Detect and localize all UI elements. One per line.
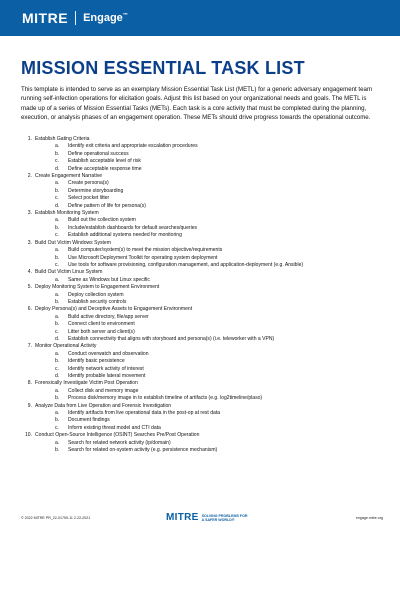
subtask-label: Litter both server and client(s) — [68, 328, 135, 335]
subtask-label: Establish acceptable level of risk — [68, 158, 141, 165]
task-label: Create Engagement Narrative — [35, 173, 103, 180]
subtask-letter: c. — [55, 365, 59, 372]
footer-registered-mark: ® — [231, 517, 235, 522]
subtask-letter: a. — [55, 217, 60, 224]
subtask-label: Include/establish dashboards for default searches/queries — [68, 224, 198, 231]
subtask-letter: a. — [55, 247, 60, 254]
subtask-label: Establish security controls — [68, 298, 127, 305]
subtask-item — [35, 417, 383, 424]
subtask-item — [35, 195, 383, 202]
task-label: Forensically Investigate Victim Post Operation — [35, 380, 138, 387]
subtask-item — [35, 388, 383, 395]
subtask-letter: a. — [55, 350, 60, 357]
subtask-letter: b. — [55, 224, 60, 231]
subtask-letter: a. — [55, 291, 60, 298]
task-number: 7. — [27, 343, 32, 350]
task-label: Conduct Open-Source Intelligence (OSINT) Searches Pre/Post Operation — [35, 432, 200, 439]
subtask-letter: d. — [55, 373, 60, 379]
subtask-label: Identify probable lateral movement — [68, 373, 146, 379]
subtask-item — [35, 180, 383, 187]
task-number: 5. — [27, 284, 32, 291]
subtask-letter: b. — [55, 187, 60, 194]
task-item — [21, 432, 383, 454]
task-item — [21, 240, 383, 270]
task-number: 4. — [27, 269, 32, 276]
subtask-letter: c. — [55, 158, 59, 165]
subtask-item — [35, 447, 383, 454]
subtask-label: Define operational success — [68, 150, 129, 157]
subtask-item — [35, 143, 383, 150]
subtask-letter: c. — [55, 261, 59, 268]
subtask-item — [35, 203, 383, 210]
subtask-item — [35, 292, 383, 299]
subtask-letter: c. — [55, 232, 59, 239]
header-banner — [0, 0, 400, 36]
subtask-label: Determine storyboarding — [68, 187, 124, 194]
subtask-item — [35, 358, 383, 365]
footer-tagline — [202, 514, 250, 522]
subtask-letter: a. — [55, 180, 60, 187]
task-label: Deploy Persona(s) and Deceptive Assets to Engagement Environment — [35, 306, 193, 313]
subtask-item — [35, 166, 383, 173]
subtask-letter: d. — [55, 165, 60, 172]
subtask-item — [35, 336, 383, 343]
task-item — [21, 173, 383, 210]
subtask-label: Define pattern of life for persona(s) — [68, 202, 146, 209]
subtask-item — [35, 188, 383, 195]
task-number: 9. — [27, 402, 32, 409]
task-number: 8. — [27, 380, 32, 387]
task-item — [21, 380, 383, 402]
task-number: 3. — [27, 239, 32, 246]
subtask-letter: c. — [55, 195, 59, 202]
task-number: 3. — [27, 210, 32, 217]
footer-copyright: © 2022 MITRE PR_22-01759-11 2-22-2021 — [21, 516, 91, 520]
subtask-list — [35, 410, 383, 432]
subtask-list — [35, 440, 383, 455]
task-item — [21, 210, 383, 240]
task-item — [21, 343, 383, 380]
subtask-letter: a. — [55, 387, 60, 394]
task-label: Deploy Monitoring System to Engagement Environment — [35, 284, 160, 291]
subtask-list — [35, 143, 383, 173]
subtask-item — [35, 299, 383, 306]
subtask-item — [35, 158, 383, 165]
subtask-label: Connect client to environment — [68, 321, 135, 328]
engage-trademark: ™ — [122, 12, 128, 19]
task-label: Build Out Victim Windows System — [35, 239, 111, 246]
subtask-item — [35, 262, 383, 269]
subtask-item — [35, 366, 383, 373]
subtask-item — [35, 277, 383, 284]
subtask-item — [35, 329, 383, 336]
subtask-label: Use tools for software provisioning, configuration management, and application-deployment (e.g. Ansible) — [68, 261, 304, 268]
task-label: Monitor Operational Activity — [35, 343, 97, 350]
subtask-item — [35, 232, 383, 239]
subtask-letter: c. — [55, 424, 59, 431]
footer-url: engage.mitre.org — [355, 516, 383, 520]
subtask-letter: a. — [55, 143, 60, 150]
subtask-label: Document findings — [68, 417, 110, 424]
subtask-item — [35, 440, 383, 447]
subtask-list — [35, 180, 383, 210]
subtask-letter: b. — [55, 395, 60, 402]
task-number: 6. — [27, 306, 32, 313]
task-item — [21, 284, 383, 306]
subtask-label: Search for related on-system activity (e.g. persistence mechanism) — [68, 447, 218, 454]
task-item — [21, 403, 383, 433]
subtask-item — [35, 255, 383, 262]
task-item — [21, 136, 383, 173]
subtask-item — [35, 225, 383, 232]
task-label: Analyze Data from Live Operation and Forensic Investigation — [35, 402, 172, 409]
subtask-item — [35, 425, 383, 432]
subtask-item — [35, 151, 383, 158]
subtask-label: Identify basic persistence — [68, 358, 125, 365]
subtask-letter: c. — [55, 328, 59, 335]
subtask-label: Select pocket litter — [68, 195, 110, 202]
subtask-label: Identify network activity of interest — [68, 365, 144, 372]
subtask-label: Build computer/system(s) to meet the mission objective/requirements — [68, 247, 223, 254]
subtask-label: Identify artifacts from live operational data in the post-op at rest data — [68, 410, 221, 417]
footer-logo-text: MITRE — [166, 512, 199, 523]
subtask-label: Establish connectivity that aligns with storyboard and persona(s) (i.e. teleworker with a VPN) — [68, 335, 275, 342]
subtask-list — [35, 292, 383, 307]
subtask-item — [35, 321, 383, 328]
subtask-label: Establish additional systems needed for monitoring — [68, 232, 182, 239]
task-number: 1. — [27, 136, 32, 142]
subtask-item — [35, 410, 383, 417]
subtask-list — [35, 314, 383, 344]
subtask-label: Build active directory, file/app server — [68, 313, 149, 320]
subtask-label: Deploy collection system — [68, 291, 124, 298]
page-footer — [21, 511, 383, 525]
subtask-letter: d. — [55, 335, 60, 342]
task-label: Build Out Victim Linux System — [35, 269, 103, 276]
task-list — [21, 136, 383, 454]
subtask-label: Process disk/memory image in to establish timeline of artifacts (e.g. log2timeline/plaso) — [68, 395, 263, 402]
subtask-letter: b. — [55, 417, 60, 424]
subtask-label: Same as Windows but Linux specific — [68, 276, 150, 283]
subtask-label: Conduct overwatch and observation — [68, 350, 149, 357]
subtask-item — [35, 395, 383, 402]
subtask-item — [35, 247, 383, 254]
task-item — [21, 306, 383, 343]
task-label: Establish Gating Criteria — [35, 136, 90, 142]
intro-paragraph: This template is intended to serve as an exemplary Mission Essential Task List (METL) for a generic adversary engagement team running self-infection operations for elicitation goals. Adjust this list based on your organizational needs and goals. The METL is made up of a series of Mission Essential Tasks (METs). Each task is a core activity that must be completed during the planning, execution, or analysis phases of an engagement operation. These METs should drive progress towards the operational outcome. — [21, 86, 373, 121]
task-item — [21, 269, 383, 284]
subtask-letter: d. — [55, 202, 60, 209]
subtask-letter: a. — [55, 276, 60, 283]
subtask-list — [35, 388, 383, 403]
subtask-label: Build out the collection system — [68, 217, 136, 224]
subtask-item — [35, 373, 383, 380]
subtask-letter: b. — [55, 321, 60, 328]
engage-logo-text: Engage — [83, 12, 123, 24]
subtask-letter: a. — [55, 313, 60, 320]
subtask-label: Collect disk and memory image — [68, 387, 139, 394]
mitre-logo: MITRE — [22, 10, 69, 26]
subtask-list — [35, 351, 383, 381]
footer-mitre-logo — [166, 512, 250, 523]
subtask-letter: a. — [55, 410, 60, 417]
subtask-letter: a. — [55, 439, 60, 446]
task-number: 10. — [24, 432, 32, 439]
task-number: 2. — [27, 173, 32, 180]
logo-divider — [75, 11, 76, 25]
subtask-label: Define acceptable response time — [68, 165, 142, 172]
subtask-label: Search for related network activity (ip/domain) — [68, 439, 171, 446]
subtask-item — [35, 217, 383, 224]
subtask-list — [35, 217, 383, 239]
subtask-label: Identify exit criteria and appropriate escalation procedures — [68, 143, 198, 150]
subtask-letter: b. — [55, 358, 60, 365]
subtask-letter: b. — [55, 150, 60, 157]
subtask-list — [35, 277, 383, 284]
subtask-item — [35, 314, 383, 321]
task-label: Establish Monitoring System — [35, 210, 99, 217]
subtask-letter: b. — [55, 254, 60, 261]
footer-tagline-text: SOLVING PROBLEMS FOR A SAFER WORLD — [201, 513, 248, 522]
subtask-letter: b. — [55, 298, 60, 305]
page-title: MISSION ESSENTIAL TASK LIST — [21, 58, 305, 78]
subtask-list — [35, 247, 383, 269]
subtask-label: Inform existing threat model and CTI data — [68, 424, 161, 431]
subtask-letter: b. — [55, 447, 60, 454]
subtask-label: Use Microsoft Deployment Toolkit for operating system deployment — [68, 254, 218, 261]
engage-logo — [83, 12, 128, 24]
subtask-item — [35, 351, 383, 358]
subtask-label: Create persona(s) — [68, 180, 109, 187]
